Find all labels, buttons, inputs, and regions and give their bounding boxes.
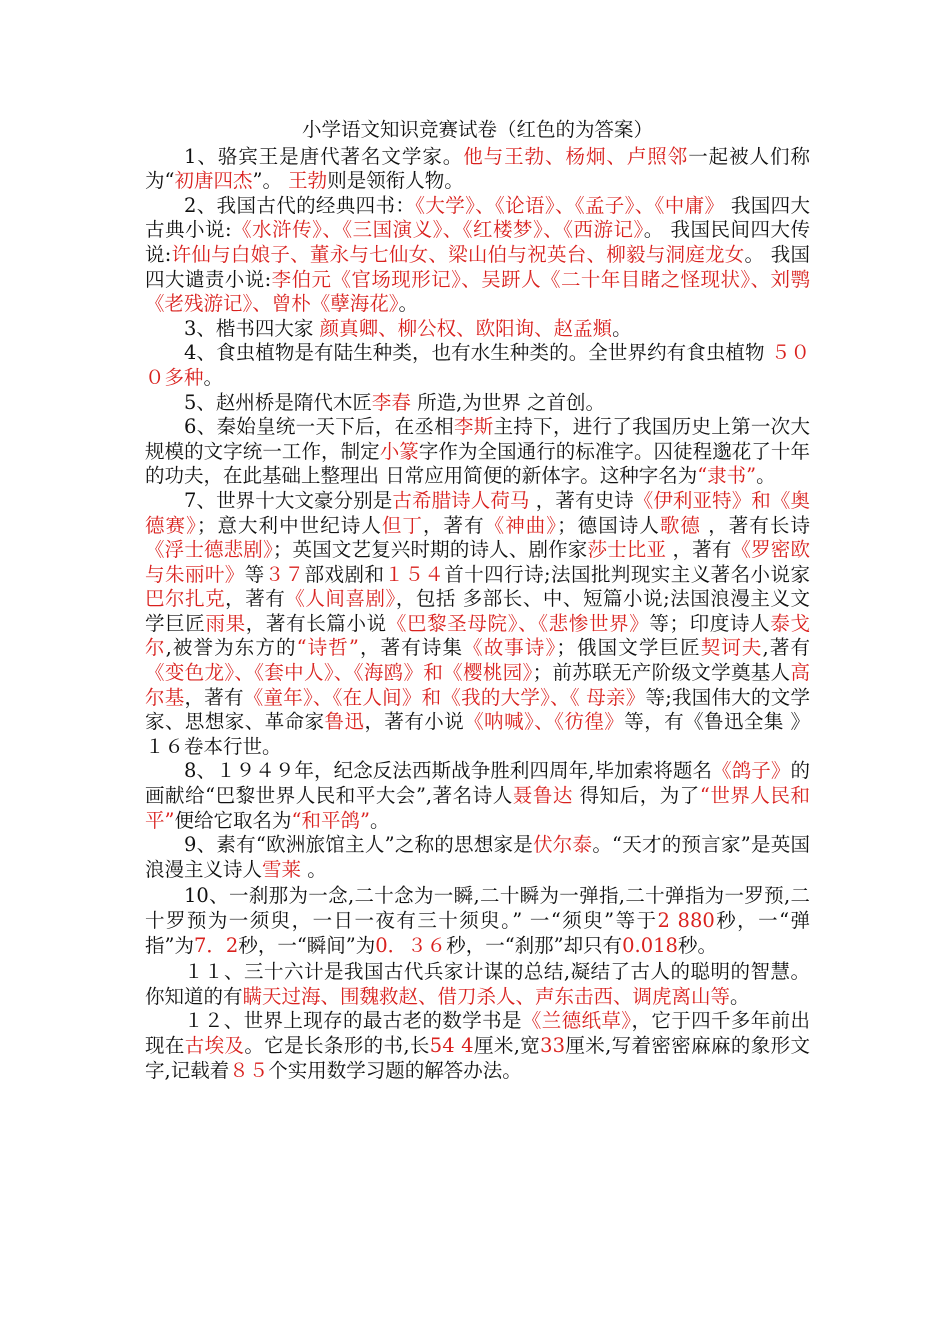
question-text: ，著有	[422, 513, 485, 537]
answer-text: 王勃	[288, 169, 328, 193]
answer-text: 聂鲁达	[512, 784, 573, 808]
question-text: 的画献给“巴黎世界人民和平大会”,著名诗人	[145, 759, 810, 808]
question-text: 。	[612, 316, 632, 340]
answer-text: 颜真卿、柳公权、欧阳询、赵孟頫	[319, 316, 613, 340]
question-text: 4、食虫植物是有陆生种类，也有水生种类的。全世界约有食虫植物	[184, 341, 771, 365]
answer-text: 小篆	[379, 439, 419, 463]
answer-text: 许仙与白娘子、董永与七仙女、梁山伯与祝英台、柳毅与洞庭龙女	[171, 242, 745, 266]
question-text: 3、楷书四大家	[184, 316, 320, 340]
answer-text: 《童年》、《在人间》和《我的大学》、《 母亲》	[243, 685, 646, 709]
answer-text: 《大学》、《论语》、《孟子》、《中庸》	[415, 193, 725, 217]
question-paragraph	[145, 833, 810, 882]
answer-text: “隶书”	[697, 464, 757, 488]
question-paragraph	[145, 415, 810, 489]
question-text: 字作为全国通行的标准字。囚徒程邈花了十年的功夫，在此基础上整理出 日常应用简便的新体字。这种字名为	[145, 439, 810, 488]
answer-text: 《水浒传》、《三国演义》、《红楼梦》、《西游记》	[231, 218, 644, 242]
answer-text: “诗哲”	[296, 636, 359, 660]
question-paragraph	[145, 884, 810, 958]
answer-text: ５００多种	[145, 341, 810, 389]
answer-text: 古希腊诗人荷马	[392, 488, 530, 512]
answer-text: ３７	[264, 562, 305, 586]
question-text: ，包括 多部长、中、短篇小说;法国浪漫主义文学巨匠	[145, 587, 810, 635]
answer-text: ８５	[229, 1058, 269, 1082]
question-text: ，著有长篇小说	[245, 611, 387, 635]
question-text: １２、世界上现存的最古老的数学书是	[184, 1009, 522, 1033]
question-text: 。	[730, 984, 750, 1008]
question-text: 7、世界十大文豪分别是	[184, 488, 393, 512]
question-text: 秒，一“弹指”为	[145, 909, 810, 957]
question-text: ；前苏联无产阶级文学奠基人	[532, 661, 791, 685]
answer-text: 但丁	[381, 513, 423, 537]
question-text: ，它于四千多年前出现在	[145, 1009, 810, 1057]
answer-text: 李春	[371, 390, 411, 414]
answer-text: 瞒天过海、围魏救赵、借刀杀人、声东击西、调虎离山等	[242, 984, 731, 1008]
question-text: ，著有长诗	[700, 513, 810, 537]
question-text: １１、三十六计是我国古代兵家计谋的总结,凝结了古人的聪明的智慧。你知道的有	[145, 960, 810, 1008]
question-text: 1、骆宾王是唐代著名文学家。	[184, 144, 464, 168]
question-text: ，著有小说	[364, 710, 465, 734]
question-text: 所造,为世界 之首创。	[410, 390, 606, 414]
question-text: 。 我国四大谴责小说:	[145, 242, 810, 291]
question-text: 个实用数学习题的解答办法。	[268, 1058, 522, 1082]
question-text: ；英国文艺复兴时期的诗人、剧作家	[272, 538, 588, 562]
answer-text: 2 880	[657, 909, 715, 932]
answer-text: 高尔基	[145, 661, 810, 709]
question-text: 。	[756, 464, 776, 488]
question-text: ；俄国文学巨匠	[556, 636, 701, 660]
question-text: 。	[301, 857, 327, 881]
answer-text: 歌德	[659, 513, 701, 537]
question-text: 便给它取名为	[174, 808, 292, 832]
question-paragraph	[145, 317, 810, 342]
question-text: ，著有诗集	[358, 636, 464, 660]
answer-text: 54 4	[429, 1033, 474, 1057]
answer-text: 雪莱	[262, 857, 302, 881]
answer-text: 鲁迅	[324, 710, 365, 734]
question-text: 2、我国古代的经典四书：	[184, 193, 416, 217]
question-text: ”。	[252, 169, 289, 193]
document-title: 小学语文知识竞赛试卷（红色的为答案）	[301, 118, 653, 141]
question-paragraph	[145, 960, 810, 1009]
answer-text: 伏尔泰	[533, 833, 593, 857]
answer-text: 33	[540, 1033, 565, 1057]
question-text: 则是领衔人物。	[327, 169, 464, 193]
answer-text: 《浮士德悲剧》	[145, 538, 273, 562]
question-text: 主持下，进行了我国历史上第一次大规模的文字统一工作，制定	[145, 415, 810, 463]
answer-text: 泰戈尔	[145, 611, 810, 660]
question-text: 秒。	[677, 933, 717, 957]
answer-text: 雨果	[205, 611, 246, 635]
answer-text: 李伯元《官场现形记》、吴趼人《二十年目睹之怪现状》、刘鹗《老残游记》、曾朴《孽海花》	[145, 267, 810, 316]
answer-text: 《兰德纸草》	[521, 1009, 632, 1033]
question-text: 等，有《鲁迅全集 》１６卷本行世。	[145, 710, 810, 758]
question-text: ,被誉为东方的	[165, 636, 297, 660]
answer-text: 0．３６	[375, 933, 447, 957]
question-text: 等	[244, 562, 265, 586]
answer-text: 莎士比亚	[587, 538, 667, 562]
answer-text: 李斯	[454, 415, 494, 439]
question-text: ,著有	[762, 636, 810, 660]
answer-text: 《罗密欧与朱丽叶》	[145, 538, 810, 586]
question-paragraph	[145, 489, 810, 760]
question-text: 首十四行诗;法国批判现实主义著名小说家	[444, 562, 810, 586]
question-text: ；意大利中世纪诗人	[196, 513, 382, 537]
answer-text: １５４	[384, 562, 445, 586]
question-paragraph	[145, 145, 810, 194]
answer-text: 《伊利亚特》和《奥德赛》	[145, 488, 810, 537]
question-text: 5、赵州桥是隋代木匠	[184, 390, 372, 414]
answer-text: 《变色龙》、《套中人》、《海鸥》和《樱桃园》	[145, 661, 533, 685]
answer-text: 《人间喜剧》	[285, 587, 396, 611]
question-text: 我国四大古典小说:	[145, 193, 810, 242]
question-text: 等;我国伟大的文学家、思想家、革命家	[145, 685, 810, 734]
question-text: 6、秦始皇统一天下后，在丞相	[184, 415, 454, 439]
document-page	[145, 118, 810, 1083]
question-text: ；德国诗人	[557, 513, 660, 537]
question-text: 秒，一“瞬间”为	[238, 933, 376, 957]
question-text: 。	[398, 292, 419, 316]
question-paragraph	[145, 341, 810, 390]
answer-text: 《呐喊》、《彷徨》	[464, 710, 625, 734]
question-text: ，著有	[225, 587, 286, 611]
question-paragraph	[145, 391, 810, 416]
question-text: 厘米,宽	[473, 1033, 541, 1057]
question-paragraph	[145, 759, 810, 833]
question-text: 。 我国民间四大传说:	[145, 218, 810, 266]
question-text: 得知后，为了	[572, 784, 700, 808]
question-text: 等；印度诗人	[649, 611, 771, 635]
question-text: 一起被人们称为“	[145, 144, 810, 193]
question-text: 10、一刹那为一念,二十念为一瞬,二十瞬为一弹指,二十弹指为一罗预,二十罗预为一须臾，一日一夜有三十须臾。” 一“须臾”等于	[145, 884, 810, 932]
question-text: 。它是长条形的书,长	[244, 1033, 430, 1057]
question-text: ，著有	[666, 538, 732, 562]
answer-text: 《鸽子》	[712, 759, 791, 783]
answer-text: 0.018	[622, 933, 678, 957]
question-text: 。	[203, 365, 224, 389]
answer-text: 《巴黎圣母院》、《悲惨世界》	[386, 611, 650, 635]
question-text: 9、素有“欧洲旅馆主人”之称的思想家是	[184, 833, 534, 857]
question-paragraph	[145, 194, 810, 317]
question-text: 部戏剧和	[304, 562, 385, 586]
question-text: 。	[369, 808, 390, 832]
answer-text: 他与王勃、杨炯、卢照邻	[463, 144, 689, 168]
answer-text: 《故事诗》	[463, 636, 557, 660]
document-body	[145, 145, 810, 1084]
question-paragraph	[145, 1009, 810, 1083]
question-text: ，著有	[184, 685, 244, 709]
question-text: 厘米,写着密密麻麻的象形文字,记载着	[145, 1033, 811, 1082]
question-text: 秒，一“刹那”却只有	[446, 933, 623, 957]
question-text: 。“天才的预言家”是英国浪漫主义诗人	[145, 833, 810, 881]
question-text: ，著有史诗	[529, 488, 634, 512]
answer-text: 契诃夫	[700, 636, 763, 660]
answer-text: 巴尔扎克	[145, 587, 226, 611]
question-text: 8、１９４９年，纪念反法西斯战争胜利四周年,毕加索将题名	[184, 759, 713, 783]
answer-text: 初唐四杰	[174, 169, 253, 193]
answer-text: “和平鸽”	[291, 808, 370, 832]
answer-text: 7．2	[193, 933, 239, 957]
answer-text: “世界人民和平”	[145, 784, 810, 832]
answer-text: 《神曲》	[484, 513, 558, 537]
answer-text: 古埃及	[184, 1033, 245, 1057]
